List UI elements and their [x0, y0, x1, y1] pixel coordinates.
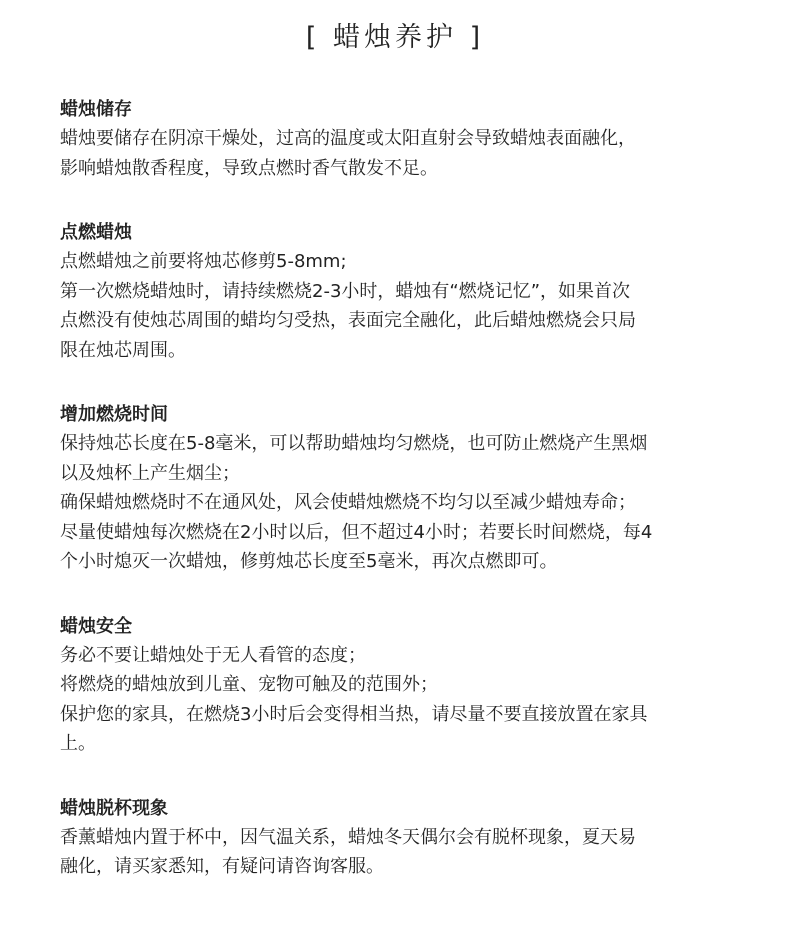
paragraph-line: 蜡烛要储存在阴凉干燥处，过高的温度或太阳直射会导致蜡烛表面融化，: [60, 128, 636, 149]
paragraph-line: 个小时熄灭一次蜡烛，修剪烛芯长度至5毫米，再次点燃即可。: [60, 551, 558, 572]
paragraph-line: 务必不要让蜡烛处于无人看管的态度；: [60, 644, 366, 666]
paragraph-line: 保持烛芯长度在5-8毫米，可以帮助蜡烛均匀燃烧，也可防止燃烧产生黑烟: [60, 433, 648, 454]
section-heading: 增加燃烧时间: [60, 404, 168, 425]
section-heading: 蜡烛安全: [60, 615, 132, 637]
care-content: [60, 96, 760, 918]
section-heading: 蜡烛脱杯现象: [60, 797, 168, 819]
paragraph-line: 影响蜡烛散香程度，导致点燃时香气散发不足。: [60, 157, 438, 179]
paragraph-line: 点燃没有使烛芯周围的蜡均匀受热，表面完全融化，此后蜡烛燃烧会只局: [60, 310, 636, 331]
section-storage: [60, 96, 760, 183]
paragraph-line: 尽量使蜡烛每次燃烧在2小时以后，但不超过4小时；若要长时间燃烧，每4: [60, 521, 653, 543]
section-heading: 点燃蜡烛: [60, 222, 132, 243]
paragraph-line: 融化，请买家悉知，有疑问请咨询客服。: [60, 856, 384, 877]
paragraph-line: 点燃蜡烛之前要将烛芯修剪5-8mm;: [60, 251, 347, 272]
section-safety: [60, 613, 760, 759]
paragraph-line: 上。: [60, 733, 96, 754]
paragraph-line: 以及烛杯上产生烟尘；: [60, 462, 240, 484]
paragraph-line: 保护您的家具，在燃烧3小时后会变得相当热，请尽量不要直接放置在家具: [60, 703, 648, 725]
paragraph-line: 限在烛芯周围。: [60, 339, 186, 361]
page-title: [ 蜡烛养护 ]: [305, 22, 485, 53]
paragraph-line: 将燃烧的蜡烛放到儿童、宠物可触及的范围外；: [60, 674, 438, 695]
section-lighting: [60, 219, 760, 365]
paragraph-line: 香薰蜡烛内置于杯中，因气温关系，蜡烛冬天偶尔会有脱杯现象，夏天易: [60, 826, 636, 848]
section-heading: 蜡烛储存: [60, 99, 132, 120]
section-cup-separation: [60, 795, 760, 882]
paragraph-line: 确保蜡烛燃烧时不在通风处，风会使蜡烛燃烧不均匀以至减少蜡烛寿命；: [60, 492, 636, 513]
section-burn-time: [60, 401, 760, 577]
paragraph-line: 第一次燃烧蜡烛时，请持续燃烧2-3小时，蜡烛有“燃烧记忆”，如果首次: [60, 280, 631, 302]
